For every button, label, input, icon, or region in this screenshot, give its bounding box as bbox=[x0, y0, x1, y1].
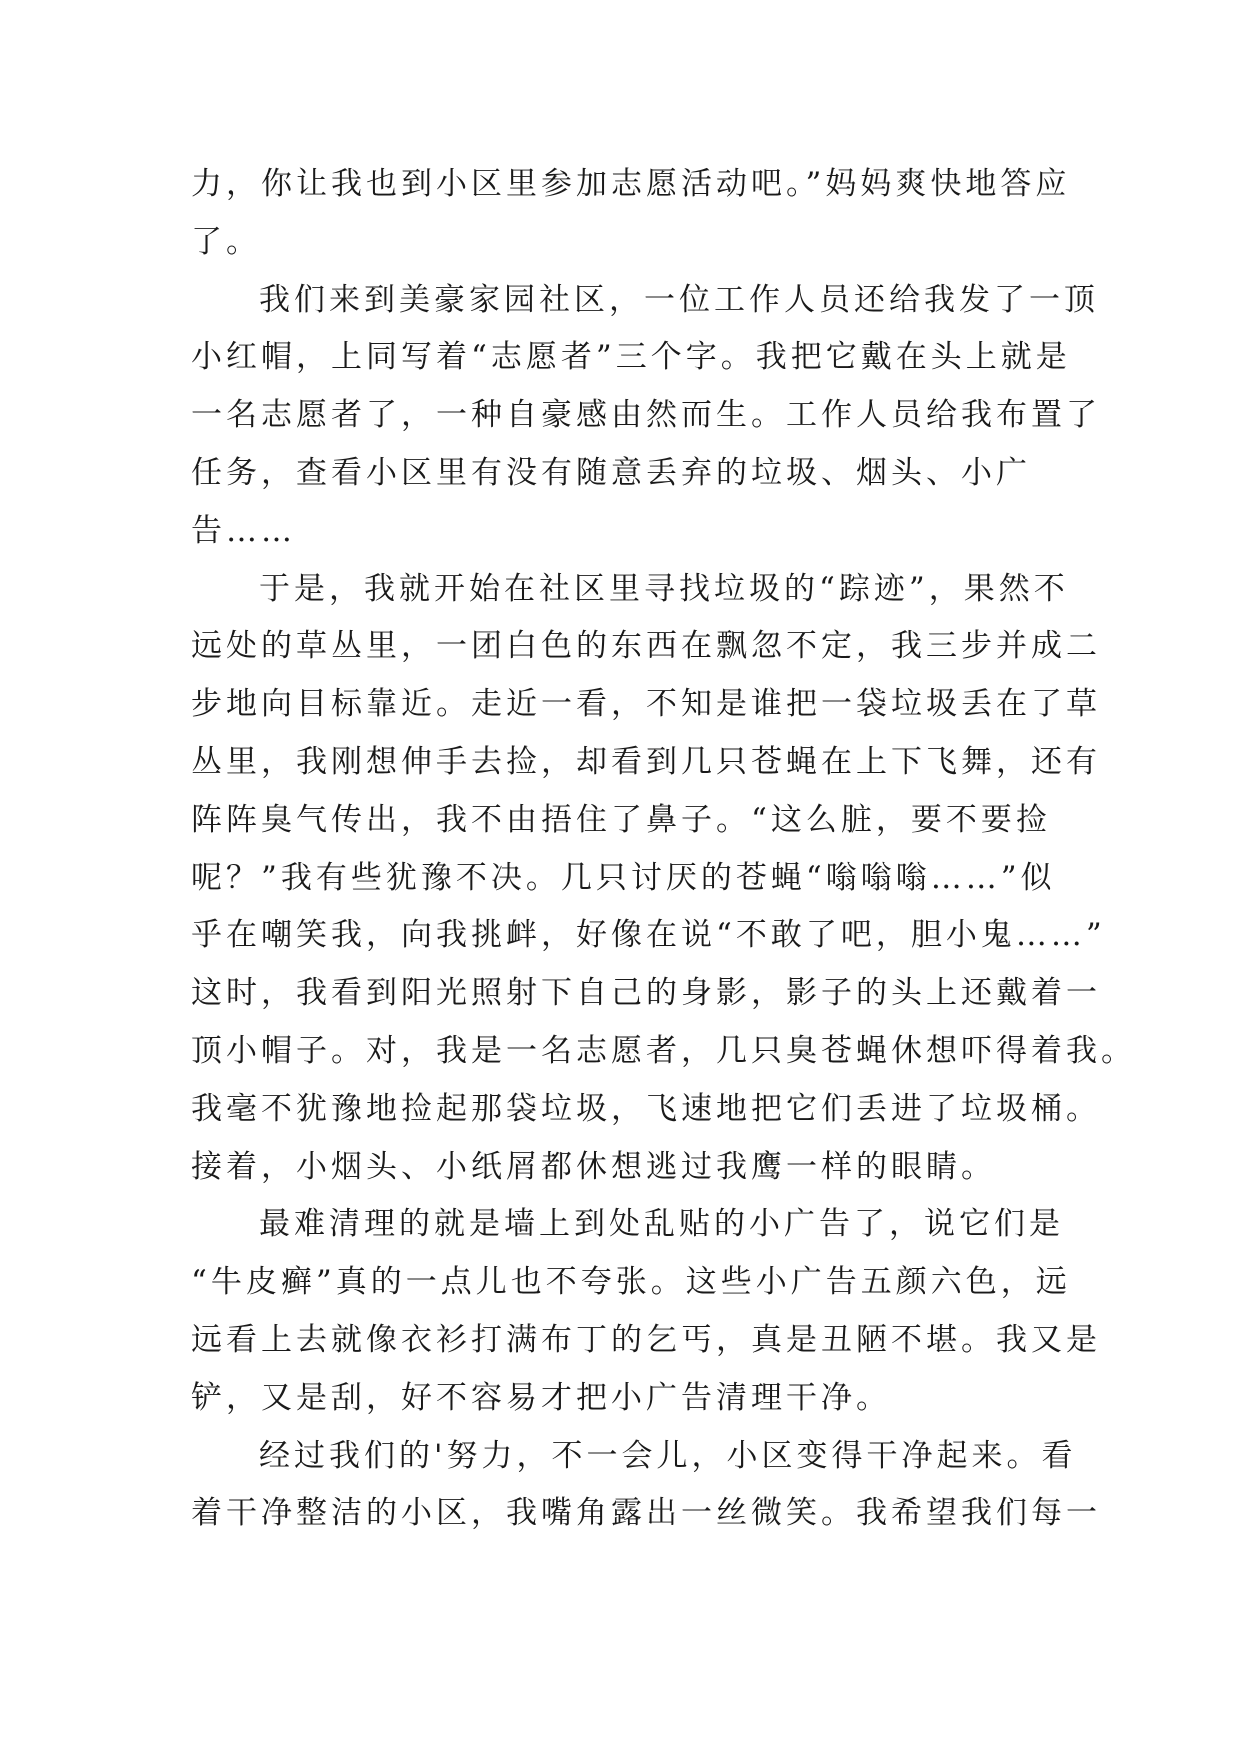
paragraph-first-line: 经过我们的'努力，不一会儿，小区变得干净起来。看 bbox=[259, 1437, 1077, 1474]
text-line: 了。 bbox=[191, 223, 261, 260]
text-line: 力，你让我也到小区里参加志愿活动吧。”妈妈爽快地答应 bbox=[191, 166, 1071, 202]
text-line: 乎在嘲笑我，向我挑衅，好像在说“不敢了吧，胆小鬼……” bbox=[191, 917, 1106, 954]
text-line: 阵阵臭气传出，我不由捂住了鼻子。“这么脏，要不要捡 bbox=[191, 801, 1051, 838]
text-line: 接着，小烟头、小纸屑都休想逃过我鹰一样的眼睛。 bbox=[191, 1148, 996, 1185]
text-line: 远看上去就像衣衫打满布丁的乞丐，真是丑陋不堪。我又是 bbox=[191, 1321, 1101, 1358]
text-line: 一名志愿者了，一种自豪感由然而生。工作人员给我布置了 bbox=[191, 397, 1101, 434]
text-line: 这时，我看到阳光照射下自己的身影，影子的头上还戴着一 bbox=[191, 975, 1101, 1012]
essay-body bbox=[191, 156, 1136, 1543]
text-line: 告…… bbox=[191, 512, 296, 549]
text-line: 着干净整洁的小区，我嘴角露出一丝微笑。我希望我们每一 bbox=[191, 1495, 1101, 1532]
text-line: 我毫不犹豫地捡起那袋垃圾，飞速地把它们丢进了垃圾桶。 bbox=[191, 1090, 1101, 1127]
text-line: 铲，又是刮，好不容易才把小广告清理干净。 bbox=[191, 1379, 891, 1416]
text-line: 步地向目标靠近。走近一看，不知是谁把一袋垃圾丢在了草 bbox=[191, 686, 1101, 723]
text-line: 任务，查看小区里有没有随意丢弃的垃圾、烟头、小广 bbox=[191, 454, 1031, 491]
text-line: 呢？”我有些犹豫不决。几只讨厌的苍蝇“嗡嗡嗡……”似 bbox=[191, 859, 1056, 896]
text-line: 小红帽，上同写着“志愿者”三个字。我把它戴在头上就是 bbox=[191, 339, 1071, 376]
text-line: 丛里，我刚想伸手去捡，却看到几只苍蝇在上下飞舞，还有 bbox=[191, 743, 1101, 780]
text-line: “牛皮癣”真的一点儿也不夸张。这些小广告五颜六色，远 bbox=[191, 1264, 1071, 1301]
paragraph-first-line: 最难清理的就是墙上到处乱贴的小广告了，说它们是 bbox=[259, 1206, 1064, 1243]
text-line: 顶小帽子。对，我是一名志愿者，几只臭苍蝇休想吓得着我。 bbox=[191, 1032, 1136, 1069]
paragraph-first-line: 我们来到美豪家园社区，一位工作人员还给我发了一顶 bbox=[259, 281, 1099, 318]
paragraph-first-line: 于是，我就开始在社区里寻找垃圾的“踪迹”，果然不 bbox=[259, 570, 1069, 607]
text-line: 远处的草丛里，一团白色的东西在飘忽不定，我三步并成二 bbox=[191, 628, 1101, 665]
